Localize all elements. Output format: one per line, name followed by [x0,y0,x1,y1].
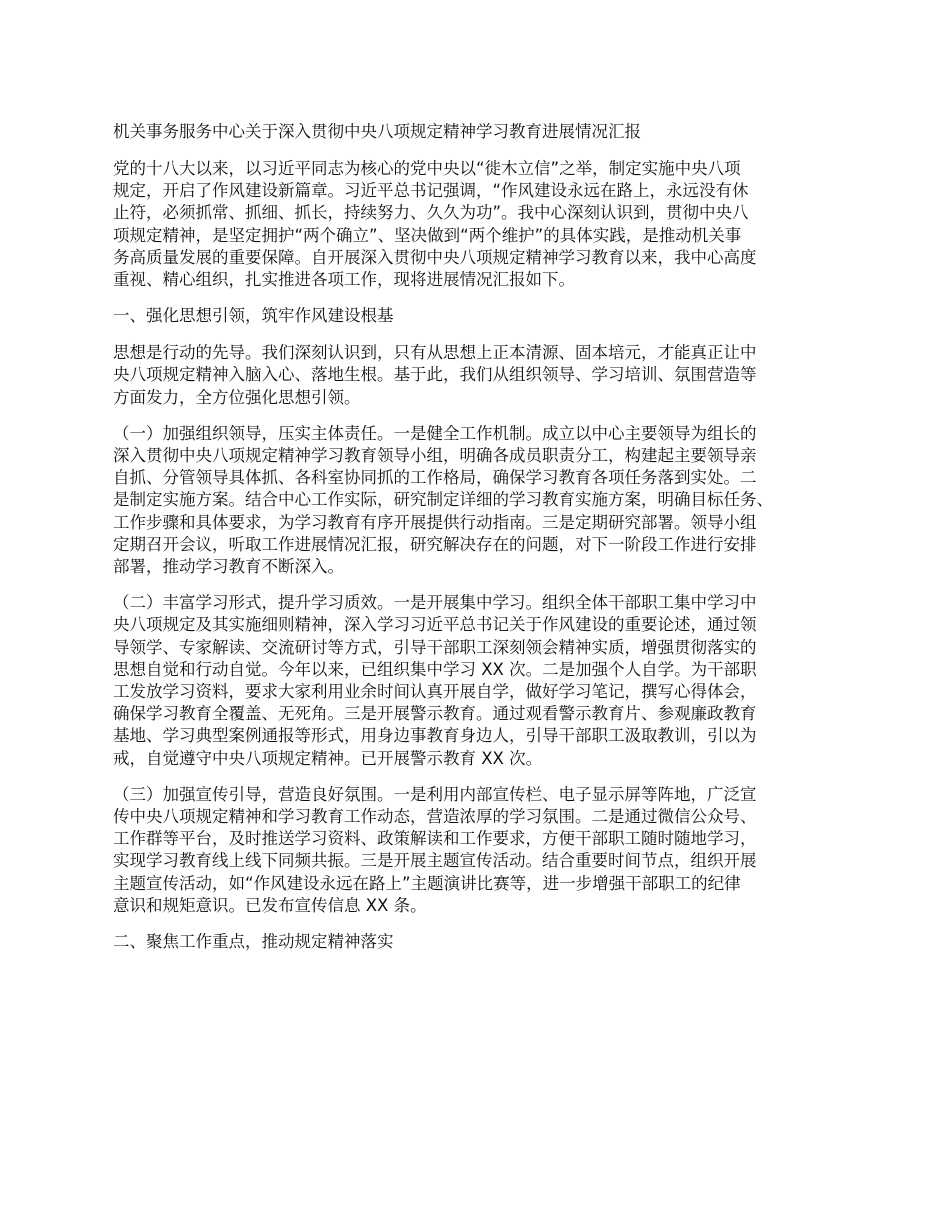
document-title: 机关事务服务中心关于深入贯彻中央八项规定精神学习教育进展情况汇报 [113,122,641,141]
text-line: 传中央八项规定精神和学习教育工作动态，营造浓厚的学习氛围。二是通过微信公众号、 [113,807,757,827]
text-line: 自抓、分管领导具体抓、各科室协同抓的工作格局，确保学习教育各项任务落到实处。二 [113,468,757,488]
text-line: 思想自觉和行动自觉。今年以来，已组织集中学习 XX 次。二是加强个人自学。为干部职 [113,659,757,679]
intro-paragraph [113,158,843,291]
section-1-intro-paragraph [113,342,843,409]
text-line: 部署，推动学习教育不断深入。 [113,557,344,577]
text-line: 基地、学习典型案例通报等形式，用身边事教育身边人，引导干部职工汲取教训，引以为 [113,726,757,746]
text-line: 工发放学习资料，要求大家利用业余时间认真开展自学，做好学习笔记，撰写心得体会， [113,682,757,702]
item-2-paragraph [113,592,843,770]
text-line: 方面发力，全方位强化思想引领。 [113,387,361,407]
text-line: 止符，必须抓常、抓细、抓长，持续努力、久久为功”。我中心深刻认识到，贯彻中央八 [113,203,749,223]
text-line: 实现学习教育线上线下同频共振。三是开展主题宣传活动。结合重要时间节点，组织开展 [113,851,757,871]
section-1-heading: 一、强化思想引领，筑牢作风建设根基 [113,306,394,326]
text-line: 意识和规矩意识。已发布宣传信息 XX 条。 [113,895,427,915]
text-line: 工作步骤和具体要求，为学习教育有序开展提供行动指南。三是定期研究部署。领导小组 [113,512,757,532]
text-line: 戒，自觉遵守中央八项规定精神。已开展警示教育 XX 次。 [113,748,543,768]
section-2-heading: 二、聚焦工作重点，推动规定精神落实 [113,932,394,952]
text-line: 项规定精神，是坚定拥护“两个确立”、坚决做到“两个维护”的具体实践，是推动机关事 [113,225,742,245]
document-page [113,121,843,968]
item-1-paragraph [113,423,843,578]
text-line: 央八项规定精神入脑入心、落地生根。基于此，我们从组织领导、学习培训、氛围营造等 [113,365,757,385]
item-3-paragraph [113,784,843,917]
text-line: 规定，开启了作风建设新篇章。习近平总书记强调，“作风建设永远在路上，永远没有休 [113,181,749,201]
text-line: 重视、精心组织，扎实推进各项工作，现将进展情况汇报如下。 [113,270,575,290]
text-line: 导领学、专家解读、交流研讨等方式，引导干部职工深刻领会精神实质，增强贯彻落实的 [113,637,757,657]
text-line: 工作群等平台，及时推送学习资料、政策解读和工作要求，方便干部职工随时随地学习， [113,829,757,849]
text-line: 思想是行动的先导。我们深刻认识到，只有从思想上正本清源、固本培元，才能真正让中 [113,343,757,363]
text-line: （一）加强组织领导，压实主体责任。一是健全工作机制。成立以中心主要领导为组长的 [113,423,757,443]
text-line: 深入贯彻中央八项规定精神学习教育领导小组，明确各成员职责分工，构建起主要领导亲 [113,446,757,466]
text-line: （三）加强宣传引导，营造良好氛围。一是利用内部宣传栏、电子显示屏等阵地，广泛宣 [113,784,757,804]
text-line: 确保学习教育全覆盖、无死角。三是开展警示教育。通过观看警示教育片、参观廉政教育 [113,704,757,724]
text-line: （二）丰富学习形式，提升学习质效。一是开展集中学习。组织全体干部职工集中学习中 [113,593,757,613]
text-line: 定期召开会议，听取工作进展情况汇报，研究解决存在的问题，对下一阶段工作进行安排 [113,534,757,554]
text-line: 务高质量发展的重要保障。自开展深入贯彻中央八项规定精神学习教育以来，我中心高度 [113,247,757,267]
text-line: 主题宣传活动，如“作风建设永远在路上”主题演讲比赛等，进一步增强干部职工的纪律 [113,873,741,893]
text-line: 党的十八大以来，以习近平同志为核心的党中央以“徙木立信”之举，制定实施中央八项 [113,159,741,178]
text-line: 央八项规定及其实施细则精神，深入学习习近平总书记关于作风建设的重要论述，通过领 [113,615,757,635]
text-line: 是制定实施方案。结合中心工作实际，研究制定详细的学习教育实施方案，明确目标任务、 [113,490,773,510]
